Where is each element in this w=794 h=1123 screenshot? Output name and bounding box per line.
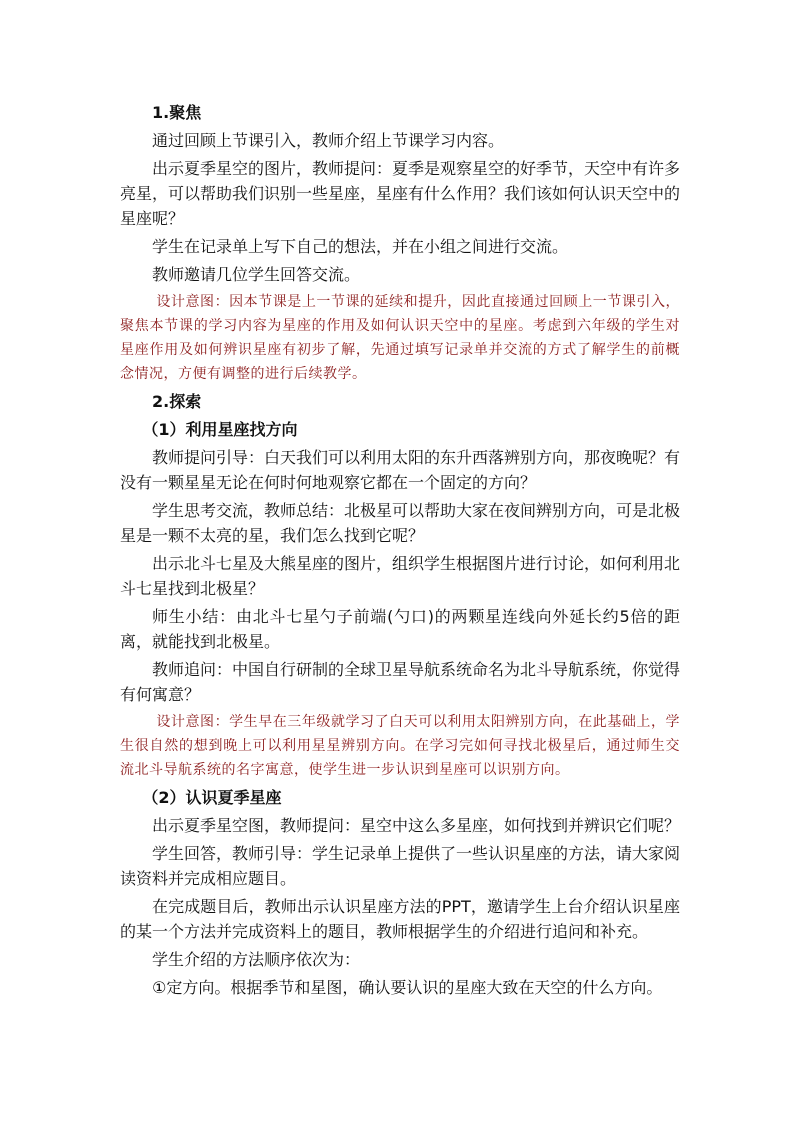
paragraph: 教师提问引导：白天我们可以利用太阳的东升西落辨别方向，那夜晚呢？有没有一颗星星无论在何时何地观察它都在一个固定的方向？ — [120, 448, 681, 492]
document-content — [120, 100, 680, 1003]
subsection-heading: （1）利用星座找方向 — [142, 420, 298, 439]
design-intent-note: 设计意图：学生早在三年级就学习了白天可以利用太阳辨别方向，在此基础上，学生很自然的想到晚上可以利用星星辨别方向。在学习完如何寻找北极星后，通过师生交流北斗导航系统的名字寓意，使学生进一步认识到星座可以识别方向。 — [120, 714, 680, 778]
paragraph: 教师追问：中国自行研制的全球卫星导航系统命名为北斗导航系统，你觉得有何寓意？ — [120, 660, 681, 704]
paragraph: 学生回答，教师引导：学生记录单上提供了一些认识星座的方法，请大家阅读资料并完成相应题目。 — [120, 844, 681, 888]
paragraph: 学生介绍的方法顺序依次为： — [152, 950, 361, 969]
section-heading-explore: 2.探索 — [152, 392, 202, 411]
paragraph: 教师邀请几位学生回答交流。 — [152, 265, 361, 284]
paragraph: 学生在记录单上写下自己的想法，并在小组之间进行交流。 — [152, 237, 569, 256]
paragraph: 在完成题目后，教师出示认识星座方法的PPT，邀请学生上台介绍认识星座的某一个方法并完成资料上的题目，教师根据学生的介绍进行追问和补充。 — [120, 897, 680, 941]
paragraph: ①定方向。根据季节和星图，确认要认识的星座大致在天空的什么方向。 — [152, 978, 663, 997]
paragraph: 学生思考交流，教师总结：北极星可以帮助大家在夜间辨别方向，可是北极星是一颗不太亮的星，我们怎么找到它呢？ — [120, 501, 681, 545]
paragraph: 通过回顾上节课引入，教师介绍上节课学习内容。 — [152, 131, 505, 150]
subsection-heading: （2）认识夏季星座 — [142, 788, 282, 807]
paragraph: 出示北斗七星及大熊星座的图片，组织学生根据图片进行讨论，如何利用北斗七星找到北极星？ — [120, 554, 681, 598]
paragraph: 出示夏季星空图，教师提问：星空中这么多星座，如何找到并辨识它们呢？ — [152, 816, 681, 835]
section-heading-focus: 1.聚焦 — [152, 103, 202, 122]
paragraph: 出示夏季星空的图片，教师提问：夏季是观察星空的好季节，天空中有许多亮星，可以帮助我们识别一些星座，星座有什么作用？我们该如何认识天空中的星座呢？ — [120, 159, 681, 228]
paragraph: 师生小结：由北斗七星勺子前端(勺口)的两颗星连线向外延长约5倍的距离，就能找到北极星。 — [120, 607, 680, 651]
design-intent-note: 设计意图：因本节课是上一节课的延续和提升，因此直接通过回顾上一节课引入，聚焦本节课的学习内容为星座的作用及如何认识天空中的星座。考虑到六年级的学生对星座作用及如何辨识星座有初步了解，先通过填写记录单并交流的方式了解学生的前概念情况，方便有调整的进行后续教学。 — [120, 294, 680, 382]
